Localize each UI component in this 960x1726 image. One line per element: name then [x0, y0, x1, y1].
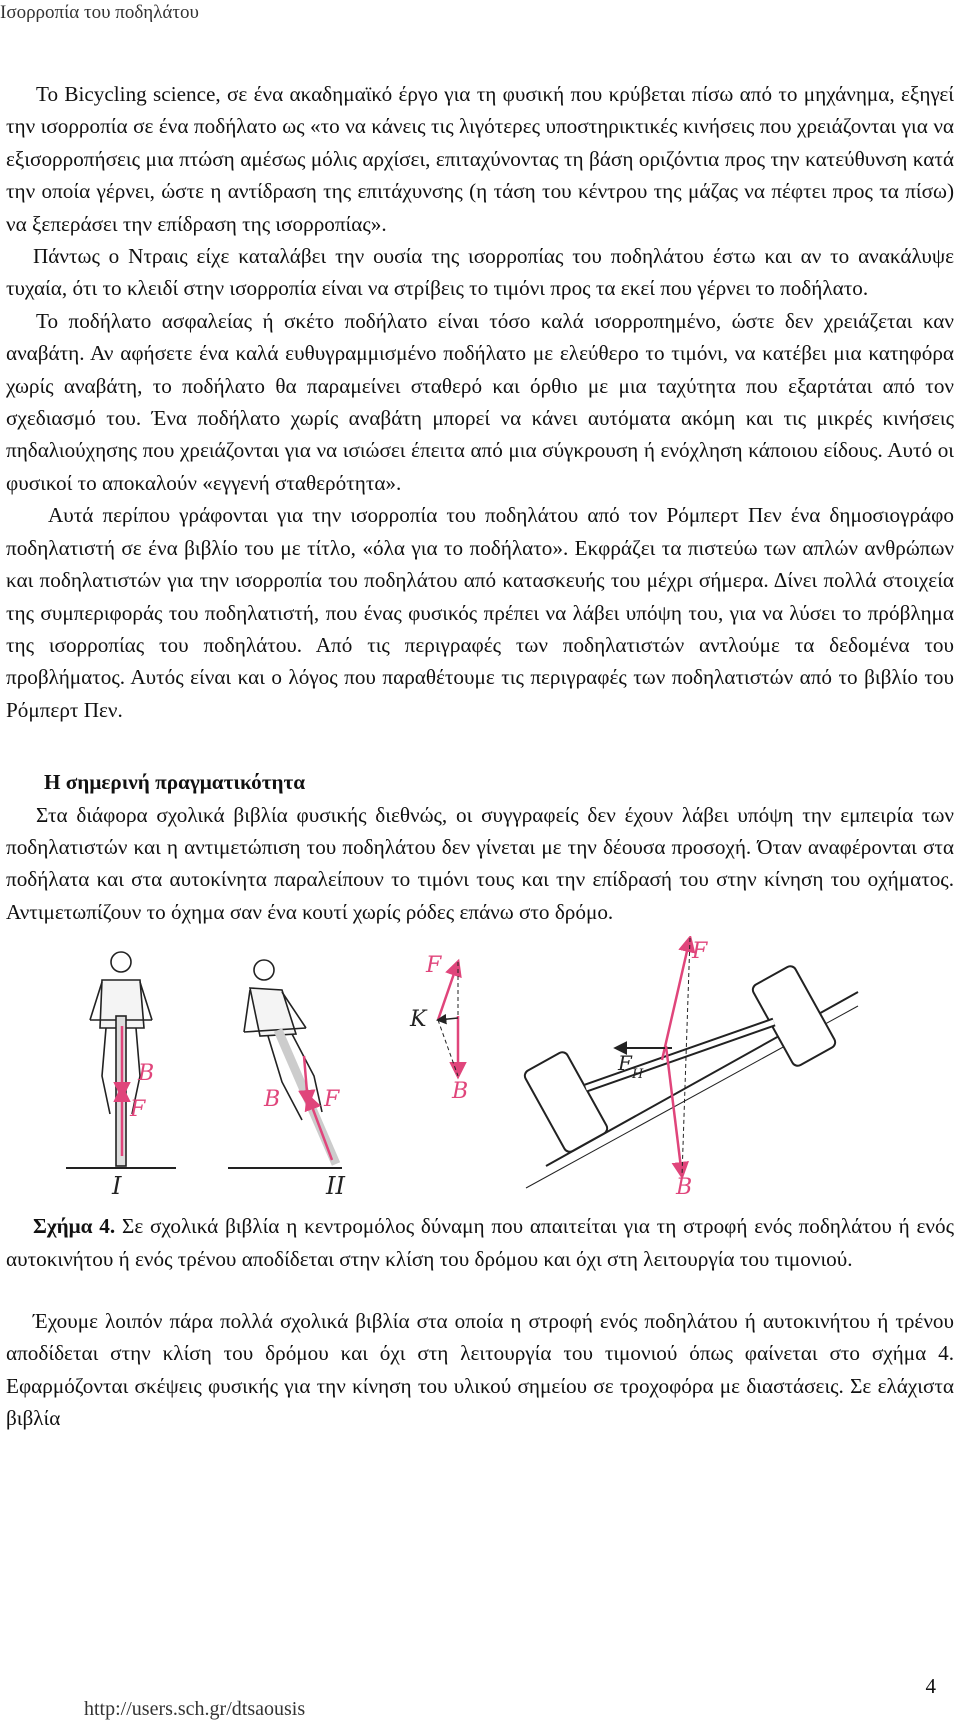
- label-f-3: F: [426, 953, 442, 979]
- paragraph-3: Το ποδήλατο ασφαλείας ή σκέτο ποδήλατο είναι τόσο καλά ισορροπημένο, ώστε δεν χρειάζεται καν αναβάτη. Αν αφήσετε ένα καλά ευθυγραμμισμένο ποδήλατο με ελεύθερο το τιμόνι, να κατέβει μια κατηφόρα χωρίς αναβάτη, το ποδήλατο θα παραμείνει σταθερό και όρθιο με μια ταχύτητα που εξαρτάται από τον σχεδιασμό του. Ένα ποδήλατο χωρίς αναβάτη μπορεί να κάνει αυτόματα ακόμη και τις μικρές κινήσεις πηδαλιούχησης που χρειάζονται για να ισιώσει έπειτα από μια σύγκρουση ή ενόχληση κάποιου είδους. Αυτό οι φυσικοί το αποκαλούν «εγγενή σταθερότητα».: [6, 308, 954, 495]
- label-b-1: B: [138, 1061, 155, 1087]
- label-fh: F: [618, 1051, 632, 1076]
- label-f-2: F: [324, 1087, 340, 1113]
- label-f-1: F: [130, 1097, 146, 1123]
- section-paragraph: Στα διάφορα σχολικά βιβλία φυσικής διεθνώς, οι συγγραφείς δεν έχουν λάβει υπόψη την εμπειρία των ποδηλατιστών και η αντιμετώπιση του ποδηλάτου δεν γίνεται με την δέουσα προσοχή. Όταν αναφέρονται στα ποδήλατα και στα αυτοκίνητα παραλείπουν το τιμόνι τους και την επίδρασή του στην κίνηση του οχήματος. Αντιμετωπίζουν το όχημα σαν ένα κουτί χωρίς ρόδες επάνω στο δρόμο.: [6, 802, 954, 924]
- label-b-4: B: [676, 1175, 693, 1197]
- paragraph-4: Αυτά περίπου γράφονται για την ισορροπία του ποδηλάτου από τον Ρόμπερτ Πεν ένα δημοσιογράφο ποδηλατιστή σε ένα βιβλίο του με τίτλο, «όλα για το ποδήλατο». Εκφράζει τα πιστεύω των απλών ανθρώπων και ποδηλατιστών για την ισορροπία του ποδηλάτου από κατασκευής του μέχρι σήμερα. Δίνει πολλά στοιχεία της συμπεριφοράς του ποδηλατιστή, που ένας φυσικός πρέπει να λάβει υπόψη του, για να λύσει το πρόβλημα της ισορροπίας του ποδηλάτου. Από τις περιγραφές των ποδηλατιστών αντλούμε τα δεδομένα του προβλήματος. Αυτός είναι και ο λόγος που παραθέτουμε τις περιγραφές των ποδηλατιστών από το βιβλίο του Ρόμπερτ Πεν.: [6, 503, 954, 722]
- final-paragraph: Έχουμε λοιπόν πάρα πολλά σχολικά βιβλία στα οποία η στροφή ενός ποδηλάτου ή αυτοκινήτου ή τρένου αποδίδεται στην κλίση του δρόμου και όχι στη λειτουργία του τιμονιού όπως φαίνεται στο σχήμα 4. Εφαρμόζονται σκέψεις φυσικής για την κίνηση του υλικού σημείου σε τροχοφόρα με διαστάσεις. Σε ελάχιστα βιβλία: [6, 1308, 954, 1431]
- paragraph-1: Το Bicycling science, σε ένα ακαδημαϊκό έργο για τη φυσική που κρύβεται πίσω από το μηχάνημα, εξηγεί την ισορροπία σε ένα ποδήλατο ως «το να κάνεις τις λιγότερες υποστηρικτικές κινήσεις που χρειάζονται για να εξισορροπήσεις μια πτώση αμέσως μόλις αρχίσει, επιταχύνοντας τη βάση οριζόντια προς την κατεύθυνση κατά την οποία γέρνει, ώστε η αντίδραση της επιτάχυνσης (η τάση του κέντρου της μάζας να πέφτει προς τα πίσω) να ξεπεράσει την επίδραση της ισορροπίας».: [6, 82, 954, 236]
- label-b-2: B: [264, 1087, 281, 1113]
- document-body: [6, 78, 954, 1435]
- figure-caption: [6, 1210, 954, 1275]
- footer-url[interactable]: http://users.sch.gr/dtsaousis: [84, 1698, 306, 1720]
- page-number: 4: [925, 1674, 936, 1698]
- label-roman-one: I: [112, 1172, 122, 1197]
- section-heading: Η σημερινή πραγματικότητα: [44, 770, 306, 795]
- figure-illustration: [6, 936, 954, 1196]
- train-wheelset-drawing: [523, 964, 858, 1188]
- label-fh-sub: H: [632, 1067, 644, 1083]
- label-roman-two: II: [326, 1172, 345, 1197]
- figure-4: [6, 936, 954, 1196]
- label-f-4: F: [692, 939, 708, 965]
- label-b-3: B: [452, 1079, 469, 1105]
- label-k: K: [410, 1007, 427, 1033]
- caption-text: Σε σχολικά βιβλία η κεντρομόλος δύναμη που απαιτείται για τη στροφή ενός ποδηλάτου ή ενός αυτοκινήτου ή ενός τρένου αποδίδεται στην κλίση του δρόμου και όχι στη λειτουργία του τιμονιού.: [6, 1214, 954, 1271]
- cyclist-leaning-drawing: [228, 960, 342, 1168]
- paragraph-2: Πάντως ο Ντραις είχε καταλάβει την ουσία της ισορροπίας του ποδηλάτου έστω και αν το ανακάλυψε τυχαία, ότι το κλειδί στην ισορροπία είναι να στρίβεις το τιμόνι προς τα εκεί που γέρνει το ποδήλατο.: [6, 244, 954, 301]
- force-triangle: [438, 962, 458, 1076]
- caption-label: Σχήμα 4.: [33, 1214, 116, 1239]
- page-header: Ισορροπία του ποδηλάτου: [0, 2, 199, 23]
